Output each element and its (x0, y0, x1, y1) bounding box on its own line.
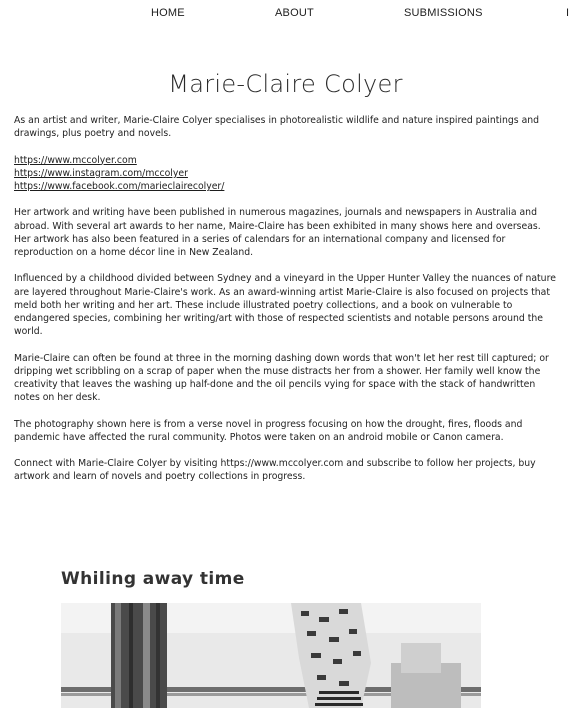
bio-paragraph-connect: Connect with Marie-Claire Colyer by visiting https://www.mccolyer.com and subscribe to follow her projects, buy artwork and learn of novels and poetry collections in progress. (14, 458, 536, 483)
gallery-section-title: Whiling away time (61, 569, 245, 589)
nav-home-link[interactable]: HOME (151, 7, 185, 19)
gallery-photo[interactable] (61, 603, 481, 708)
nav-about-link[interactable]: ABOUT (275, 7, 314, 19)
bio-paragraph-habits: Marie-Claire can often be found at three in the morning dashing down words that won't let her rest till captured; or dripping wet scribbling on a scrap of paper when the muse distracts her from a shower. Her family well know the creativity that leaves the washing up half-done and the oil pencils vying for space with the stack of handwritten notes on her desk. (14, 352, 549, 404)
instagram-link[interactable]: https://www.instagram.com/mccolyer (14, 167, 188, 179)
website-link[interactable]: https://www.mccolyer.com (14, 154, 137, 166)
photo-illustration (61, 603, 481, 708)
page-title: Marie-Claire Colyer (168, 70, 403, 98)
bio-paragraph-photography: The photography shown here is from a verse novel in progress focusing on how the drought, fires, floods and pandemic have affected the rural community. Photos were taken on an android mobile or Canon camera. (14, 418, 523, 443)
bio-intro-paragraph: As an artist and writer, Marie-Claire Colyer specialises in photorealistic wildlife and nature inspired paintings and drawings, plus poetry and novels. (14, 115, 540, 140)
artist-bio (14, 114, 560, 497)
nav-overflow-link[interactable]: I (566, 7, 570, 19)
top-navigation (0, 0, 571, 28)
bio-paragraph-influences: Influenced by a childhood divided between Sydney and a vineyard in the Upper Hunter Valley the nuances of nature are layered throughout Marie-Claire's work. As an award-winning artist Marie-Claire is also focused on projects that meld both her writing and her art. These include illustrated poetry collections, and a book on vulnerable to endangered species, combining her writing/art with those of respected scientists and notable persons around the world. (14, 273, 556, 338)
bio-links (14, 154, 560, 194)
nav-submissions-link[interactable]: SUBMISSIONS (404, 7, 483, 19)
facebook-link[interactable]: https://www.facebook.com/marieclairecolyer/ (14, 181, 225, 192)
bio-paragraph-publications: Her artwork and writing have been published in numerous magazines, journals and newspapers in Australia and abroad. With several art awards to her name, Maire-Claire has been exhibited in many shows here and overseas. Her artwork has also been featured in a series of calendars for an international company and licensed for reproduction on a home décor line in New Zealand. (14, 207, 541, 258)
